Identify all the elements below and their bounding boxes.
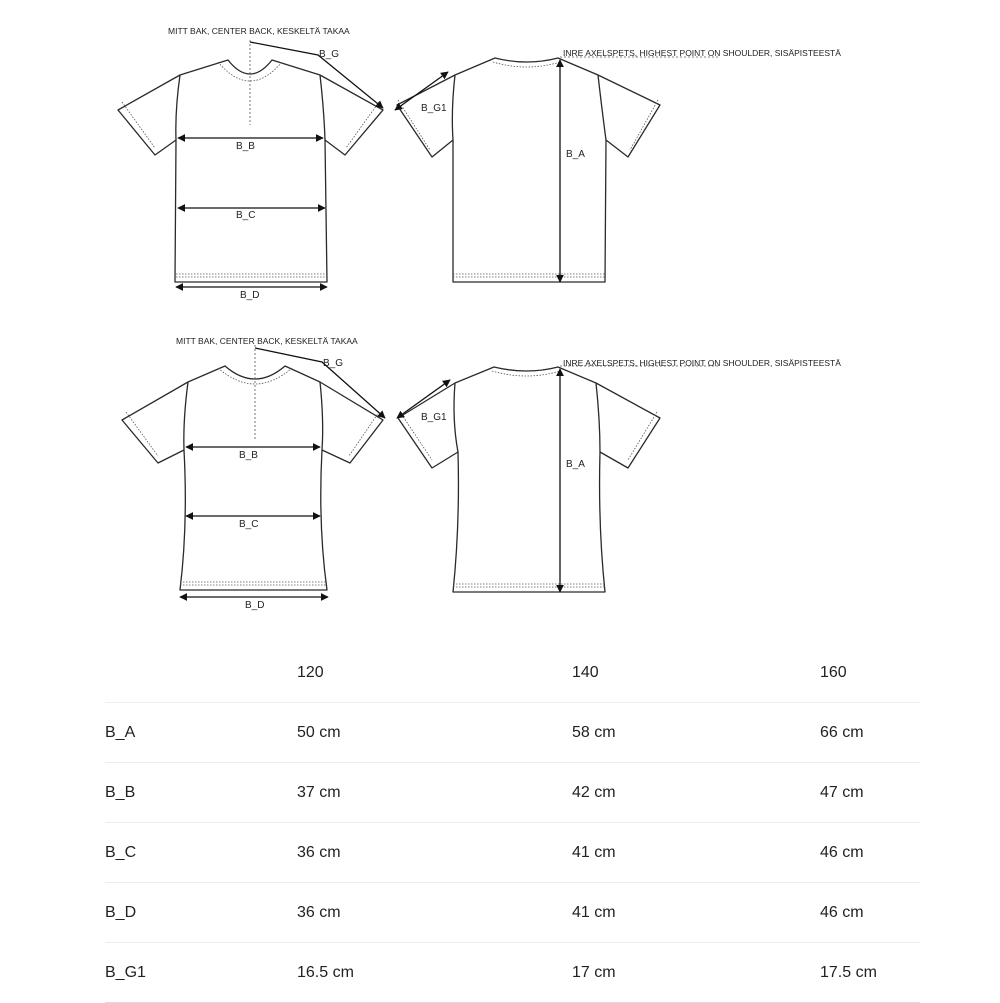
front-tshirt-top [118, 40, 383, 287]
table-cell: 36 cm [297, 904, 341, 921]
label-b-b-top: B_B [236, 141, 255, 152]
label-b-b-bottom: B_B [239, 450, 258, 461]
label-b-g-top: B_G [319, 49, 340, 60]
table-row [105, 703, 920, 763]
table-row [105, 763, 920, 823]
row-label: B_C [105, 844, 137, 861]
front-tshirt-bottom [122, 345, 385, 597]
header-cell-size: 160 [820, 664, 847, 681]
table-cell: 46 cm [820, 904, 864, 921]
table-row [105, 883, 920, 943]
table-cell: 17 cm [572, 964, 616, 981]
row-label: B_D [105, 904, 137, 921]
label-b-d-bottom: B_D [245, 600, 265, 611]
table-header-row [105, 643, 920, 703]
table-cell: 66 cm [820, 724, 864, 741]
size-table [105, 643, 920, 1003]
table-row [105, 823, 920, 883]
table-cell: 41 cm [572, 904, 616, 921]
label-b-a-bottom: B_A [566, 459, 585, 470]
back-tshirt-top [395, 57, 718, 282]
shoulder-note-bottom: INRE AXELSPETS, HIGHEST POINT ON SHOULDER, SISÄPISTEESTÄ [563, 358, 841, 368]
label-b-g-bottom: B_G [323, 358, 344, 369]
header-cell-size: 140 [572, 664, 599, 681]
header-cell-size: 120 [297, 664, 324, 681]
table-cell: 47 cm [820, 784, 864, 801]
table-cell: 17.5 cm [820, 964, 877, 981]
label-b-c-bottom: B_C [239, 519, 259, 530]
center-back-note-top: MITT BAK, CENTER BACK, KESKELTÄ TAKAA [168, 26, 350, 36]
label-b-g1-bottom: B_G1 [421, 412, 447, 423]
table-cell: 46 cm [820, 844, 864, 861]
shoulder-note-top: INRE AXELSPETS, HIGHEST POINT ON SHOULDER, SISÄPISTEESTÄ [563, 48, 841, 58]
row-label: B_G1 [105, 964, 146, 981]
back-tshirt-bottom [397, 366, 718, 592]
label-b-d-top: B_D [240, 290, 260, 301]
table-cell: 50 cm [297, 724, 341, 741]
label-b-a-top: B_A [566, 149, 585, 160]
label-b-c-top: B_C [236, 210, 256, 221]
table-cell: 36 cm [297, 844, 341, 861]
row-label: B_A [105, 724, 136, 741]
table-cell: 16.5 cm [297, 964, 354, 981]
table-cell: 42 cm [572, 784, 616, 801]
table-cell: 41 cm [572, 844, 616, 861]
label-b-g1-top: B_G1 [421, 103, 447, 114]
table-cell: 58 cm [572, 724, 616, 741]
row-label: B_B [105, 784, 136, 801]
table-cell: 37 cm [297, 784, 341, 801]
table-row [105, 943, 920, 1003]
center-back-note-bottom: MITT BAK, CENTER BACK, KESKELTÄ TAKAA [176, 336, 358, 346]
